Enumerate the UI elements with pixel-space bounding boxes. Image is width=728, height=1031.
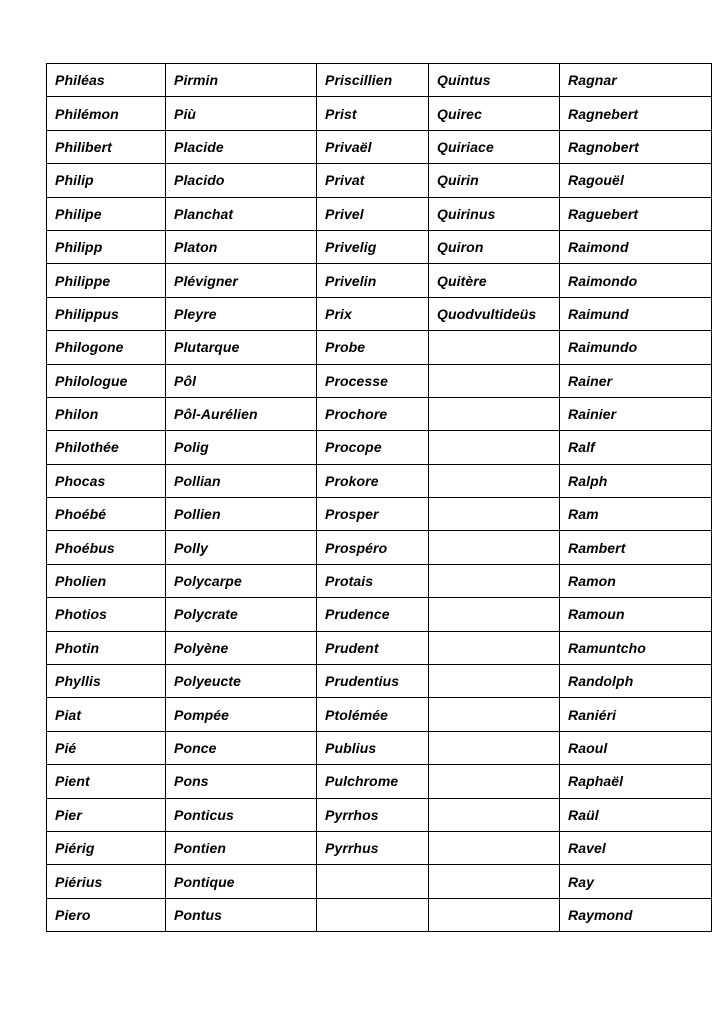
table-cell: Polig [166, 431, 317, 464]
table-row [47, 631, 712, 664]
table-cell: Protais [317, 564, 429, 597]
table-cell: Quodvultideüs [429, 297, 560, 330]
table-cell: Publius [317, 731, 429, 764]
table-cell: Privaël [317, 130, 429, 163]
table-cell: Privel [317, 197, 429, 230]
table-cell [317, 865, 429, 898]
table-cell: Raguebert [560, 197, 712, 230]
table-cell: Ponticus [166, 798, 317, 831]
table-cell [429, 431, 560, 464]
table-cell: Pholien [47, 564, 166, 597]
table-cell: Piérig [47, 831, 166, 864]
table-cell [429, 831, 560, 864]
table-row [47, 397, 712, 430]
table-cell: Ram [560, 498, 712, 531]
table-cell: Plévigner [166, 264, 317, 297]
table-cell: Prudent [317, 631, 429, 664]
table-row [47, 197, 712, 230]
table-row [47, 130, 712, 163]
table-cell [429, 331, 560, 364]
table-cell: Processe [317, 364, 429, 397]
table-cell: Pleyre [166, 297, 317, 330]
table-cell: Priscillien [317, 64, 429, 97]
table-cell: Ralph [560, 464, 712, 497]
table-row [47, 331, 712, 364]
table-cell: Randolph [560, 665, 712, 698]
table-cell [429, 598, 560, 631]
table-cell: Ray [560, 865, 712, 898]
table-cell: Philippe [47, 264, 166, 297]
table-cell: Quirinus [429, 197, 560, 230]
table-cell: Raoul [560, 731, 712, 764]
table-cell: Prosper [317, 498, 429, 531]
table-cell: Philothée [47, 431, 166, 464]
table-cell: Pôl [166, 364, 317, 397]
table-cell: Philon [47, 397, 166, 430]
table-cell: Plutarque [166, 331, 317, 364]
table-row [47, 665, 712, 698]
table-cell [429, 865, 560, 898]
table-cell [429, 397, 560, 430]
table-cell [429, 564, 560, 597]
table-row [47, 164, 712, 197]
table-cell: Privelig [317, 230, 429, 263]
table-cell: Ramuntcho [560, 631, 712, 664]
table-cell: Procope [317, 431, 429, 464]
table-cell: Prist [317, 97, 429, 130]
table-cell: Photin [47, 631, 166, 664]
table-cell: Raimundo [560, 331, 712, 364]
table-cell: Prudence [317, 598, 429, 631]
table-cell [429, 531, 560, 564]
table-row [47, 698, 712, 731]
table-cell [429, 498, 560, 531]
table-row [47, 498, 712, 531]
table-row [47, 297, 712, 330]
table-cell: Raymond [560, 898, 712, 931]
table-cell: Rainer [560, 364, 712, 397]
table-cell: Philémon [47, 97, 166, 130]
table-cell: Ponce [166, 731, 317, 764]
table-cell: Pirmin [166, 64, 317, 97]
table-cell: Prix [317, 297, 429, 330]
table-cell: Polyeucte [166, 665, 317, 698]
table-cell: Ravel [560, 831, 712, 864]
table-cell: Prokore [317, 464, 429, 497]
table-row [47, 264, 712, 297]
table-cell: Placido [166, 164, 317, 197]
table-row [47, 898, 712, 931]
table-cell [317, 898, 429, 931]
table-cell: Philippus [47, 297, 166, 330]
table-row [47, 731, 712, 764]
table-cell [429, 665, 560, 698]
table-cell: Più [166, 97, 317, 130]
table-cell [429, 464, 560, 497]
table-cell: Piérius [47, 865, 166, 898]
table-cell [429, 731, 560, 764]
table-cell: Pollien [166, 498, 317, 531]
table-row [47, 765, 712, 798]
table-row [47, 230, 712, 263]
table-cell: Philéas [47, 64, 166, 97]
table-cell: Philibert [47, 130, 166, 163]
table-cell: Raimondo [560, 264, 712, 297]
table-cell: Piero [47, 898, 166, 931]
table-cell [429, 798, 560, 831]
table-cell: Pontique [166, 865, 317, 898]
table-cell: Prochore [317, 397, 429, 430]
table-cell: Ptolémée [317, 698, 429, 731]
table-cell: Philologue [47, 364, 166, 397]
table-cell: Pyrrhus [317, 831, 429, 864]
table-cell: Pient [47, 765, 166, 798]
table-cell: Rainier [560, 397, 712, 430]
table-row [47, 598, 712, 631]
table-cell: Pompée [166, 698, 317, 731]
table-cell: Pié [47, 731, 166, 764]
table-cell: Philogone [47, 331, 166, 364]
table-cell: Probe [317, 331, 429, 364]
table-cell: Polyène [166, 631, 317, 664]
table-cell: Piat [47, 698, 166, 731]
table-row [47, 97, 712, 130]
table-cell: Phyllis [47, 665, 166, 698]
table-cell: Photios [47, 598, 166, 631]
table-row [47, 865, 712, 898]
table-cell: Privelin [317, 264, 429, 297]
table-cell: Pier [47, 798, 166, 831]
table-cell: Quitère [429, 264, 560, 297]
table-cell: Philip [47, 164, 166, 197]
table-row [47, 464, 712, 497]
table-cell: Philipe [47, 197, 166, 230]
table-cell: Phocas [47, 464, 166, 497]
table-cell: Pôl-Aurélien [166, 397, 317, 430]
table-cell: Quirec [429, 97, 560, 130]
table-cell: Pulchrome [317, 765, 429, 798]
table-cell: Prudentius [317, 665, 429, 698]
table-row [47, 364, 712, 397]
table-cell: Planchat [166, 197, 317, 230]
table-cell: Rambert [560, 531, 712, 564]
table-cell: Pons [166, 765, 317, 798]
table-cell: Ragnar [560, 64, 712, 97]
table-cell: Raimund [560, 297, 712, 330]
table-cell: Prospéro [317, 531, 429, 564]
table-cell: Pontien [166, 831, 317, 864]
table-cell: Pollian [166, 464, 317, 497]
table-cell: Ragouël [560, 164, 712, 197]
table-cell [429, 898, 560, 931]
table-cell: Raül [560, 798, 712, 831]
table-cell [429, 631, 560, 664]
names-table-body [47, 64, 712, 932]
table-cell: Raniéri [560, 698, 712, 731]
table-cell: Ramoun [560, 598, 712, 631]
table-row [47, 831, 712, 864]
table-cell: Privat [317, 164, 429, 197]
table-cell: Quintus [429, 64, 560, 97]
table-row [47, 564, 712, 597]
table-cell: Polycrate [166, 598, 317, 631]
table-cell: Pyrrhos [317, 798, 429, 831]
table-row [47, 798, 712, 831]
table-cell: Ramon [560, 564, 712, 597]
table-cell: Quiron [429, 230, 560, 263]
table-cell [429, 765, 560, 798]
table-cell: Pontus [166, 898, 317, 931]
table-cell: Platon [166, 230, 317, 263]
table-cell [429, 698, 560, 731]
table-cell: Raphaël [560, 765, 712, 798]
table-cell: Quirin [429, 164, 560, 197]
table-cell: Ralf [560, 431, 712, 464]
table-cell: Quiriace [429, 130, 560, 163]
table-cell: Placide [166, 130, 317, 163]
names-table [46, 63, 712, 932]
table-cell [429, 364, 560, 397]
table-cell: Ragnobert [560, 130, 712, 163]
table-cell: Polycarpe [166, 564, 317, 597]
table-cell: Phoébus [47, 531, 166, 564]
table-cell: Ragnebert [560, 97, 712, 130]
table-cell: Philipp [47, 230, 166, 263]
table-row [47, 431, 712, 464]
table-row [47, 531, 712, 564]
table-row [47, 64, 712, 97]
table-cell: Raimond [560, 230, 712, 263]
table-cell: Phoébé [47, 498, 166, 531]
table-cell: Polly [166, 531, 317, 564]
